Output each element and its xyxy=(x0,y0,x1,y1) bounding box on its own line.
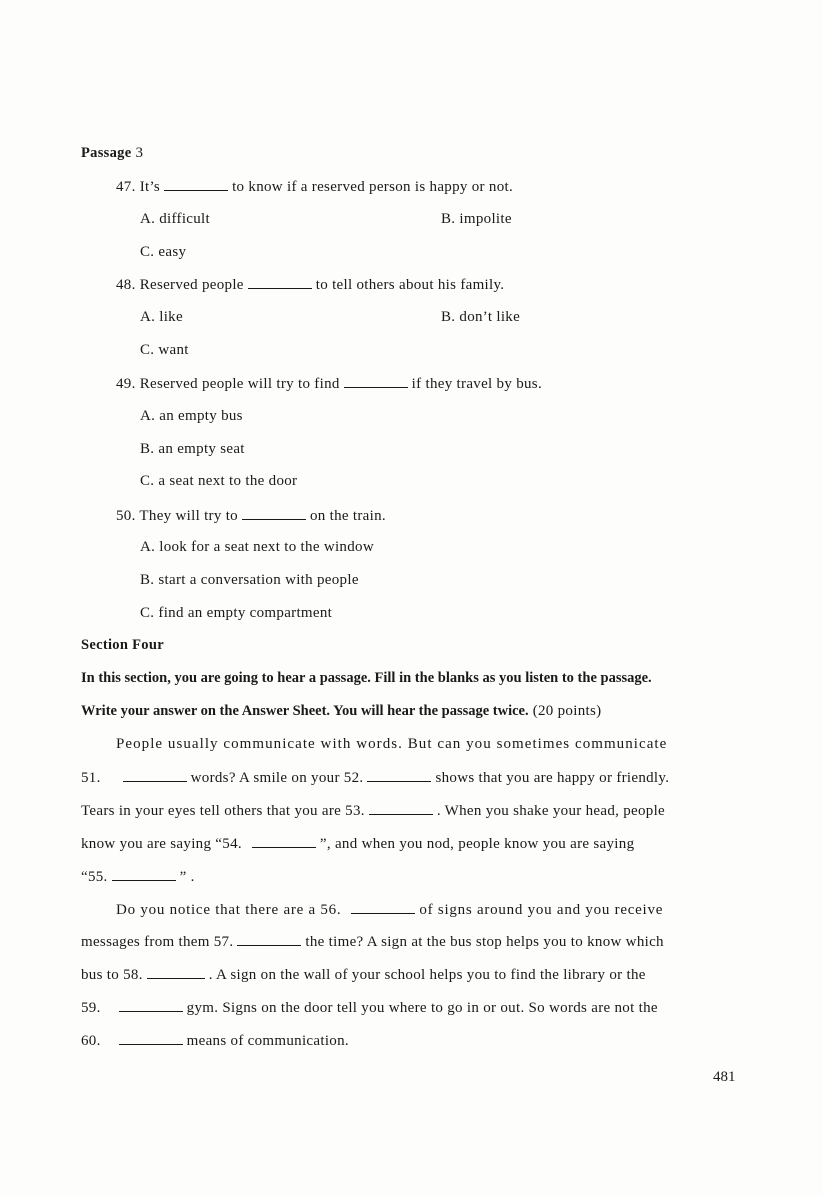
question-50: 50. They will try to on the train. xyxy=(116,505,386,526)
question-47: 47. It’s to know if a reserved person is happy or not. xyxy=(116,176,513,197)
paragraph-1-line-1: People usually communicate with words. But can you sometimes communicate xyxy=(116,736,668,752)
section-instruction-2: Write your answer on the Answer Sheet. You will hear the passage twice. (20 points) xyxy=(81,703,602,719)
option-49-c: C. a seat next to the door xyxy=(140,473,298,489)
answer-blank xyxy=(242,505,306,520)
paragraph-2-line-3: bus to 58. . A sign on the wall of your school helps you to find the library or the xyxy=(81,964,646,985)
option-48-b: B. don’t like xyxy=(441,309,521,325)
option-49-a: A. an empty bus xyxy=(140,408,243,424)
passage-heading: Passage 3 xyxy=(81,145,144,161)
paragraph-2-line-4: 59. gym. Signs on the door tell you where to go in or out. So words are not the xyxy=(81,997,658,1018)
question-49: 49. Reserved people will try to find if they travel by bus. xyxy=(116,373,542,394)
paragraph-1-line-5: “55. ” . xyxy=(81,866,195,887)
paragraph-2-line-1: Do you notice that there are a 56. of signs around you and you receive xyxy=(116,899,663,920)
answer-blank xyxy=(344,373,408,388)
page-number: 481 xyxy=(713,1069,736,1085)
option-49-b: B. an empty seat xyxy=(140,441,245,457)
paragraph-2-line-5: 60. means of communication. xyxy=(81,1030,349,1051)
option-50-a: A. look for a seat next to the window xyxy=(140,539,374,555)
option-48-c: C. want xyxy=(140,342,189,358)
paragraph-1-line-4: know you are saying “54. ”, and when you nod, people know you are saying xyxy=(81,833,634,854)
paragraph-2-line-2: messages from them 57. the time? A sign at the bus stop helps you to know which xyxy=(81,931,664,952)
option-47-a: A. difficult xyxy=(140,211,210,227)
section-title: Section Four xyxy=(81,637,164,653)
paragraph-1-line-3: Tears in your eyes tell others that you are 53. . When you shake your head, people xyxy=(81,800,665,821)
option-47-b: B. impolite xyxy=(441,211,512,227)
answer-blank xyxy=(164,176,228,191)
option-50-b: B. start a conversation with people xyxy=(140,572,359,588)
option-47-c: C. easy xyxy=(140,244,187,260)
option-48-a: A. like xyxy=(140,309,183,325)
paragraph-1-line-2: 51. words? A smile on your 52. shows that you are happy or friendly. xyxy=(81,767,669,788)
question-48: 48. Reserved people to tell others about his family. xyxy=(116,274,504,295)
section-instruction-1: In this section, you are going to hear a passage. Fill in the blanks as you listen to the passage. xyxy=(81,670,652,686)
option-50-c: C. find an empty compartment xyxy=(140,605,333,621)
answer-blank xyxy=(248,274,312,289)
